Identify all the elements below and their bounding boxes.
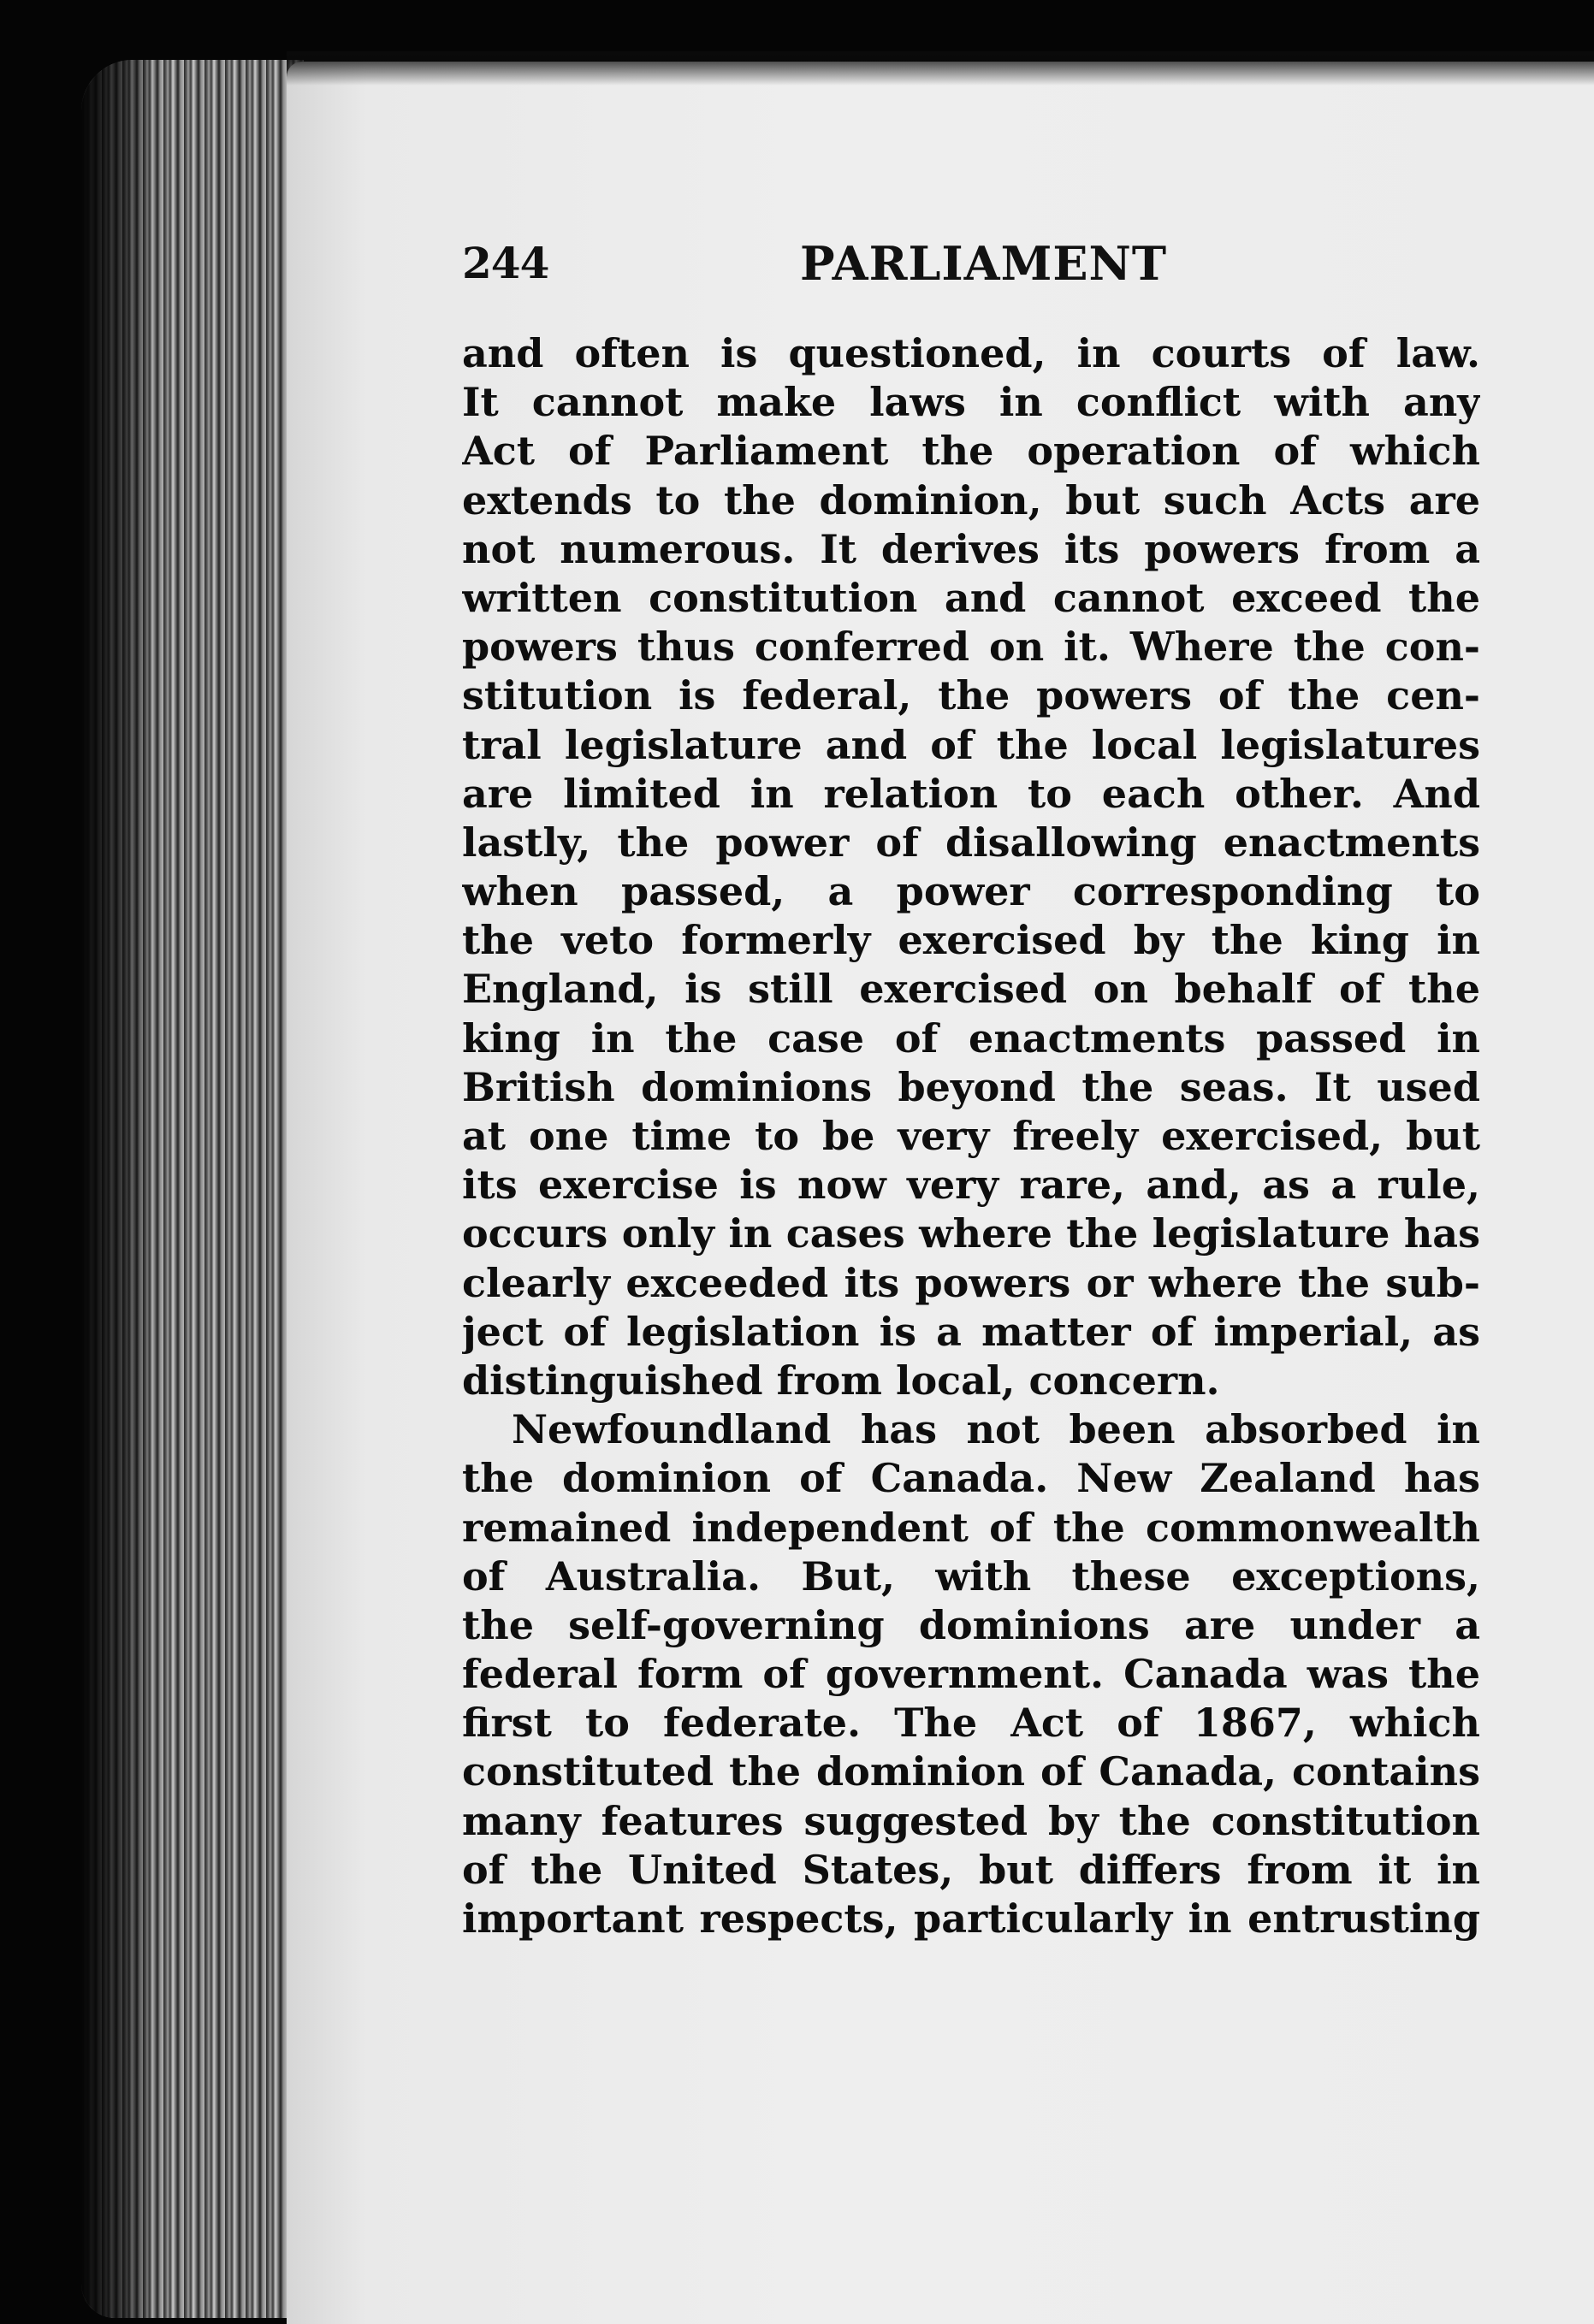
text-line: remained independent of the commonwealth xyxy=(462,1504,1480,1551)
text-line: tral legislature and of the local legislatures xyxy=(462,721,1480,768)
text-line: distinguished from local, concern. xyxy=(462,1357,1220,1404)
text-line: Newfoundland has not been absorbed in xyxy=(512,1406,1480,1453)
text-line: clearly exceeded its powers or where the sub- xyxy=(462,1259,1480,1306)
text-line: first to federate. The Act of 1867, which xyxy=(462,1700,1480,1747)
text-line: occurs only in cases where the legislature has xyxy=(462,1210,1480,1257)
text-line: lastly, the power of disallowing enactments xyxy=(462,819,1480,866)
text-line: not numerous. It derives its powers from a xyxy=(462,525,1480,572)
text-line: king in the case of enactments passed in xyxy=(462,1014,1480,1061)
text-line: extends to the dominion, but such Acts are xyxy=(462,476,1480,523)
text-line: British dominions beyond the seas. It used xyxy=(462,1063,1480,1110)
text-line: when passed, a power corresponding to xyxy=(462,868,1480,915)
text-line: It cannot make laws in conflict with any xyxy=(462,379,1480,426)
text-line: are limited in relation to each other. And xyxy=(462,770,1480,817)
text-line: at one time to be very freely exercised, but xyxy=(462,1113,1480,1159)
text-line: of Australia. But, with these exceptions, xyxy=(462,1552,1480,1600)
page-header xyxy=(462,229,1472,298)
page-number: 244 xyxy=(462,238,549,288)
text-line: of the United States, but differs from it in xyxy=(462,1846,1480,1893)
text-line: important respects, particularly in entrusting xyxy=(462,1895,1480,1942)
text-line: constituted the dominion of Canada, contains xyxy=(462,1748,1480,1795)
text-line: stitution is federal, the powers of the cen- xyxy=(462,672,1480,719)
body-text xyxy=(462,329,1480,1943)
text-line: powers thus conferred on it. Where the con- xyxy=(462,624,1480,671)
text-line: and often is questioned, in courts of law. xyxy=(462,330,1480,376)
text-line: Act of Parliament the operation of which xyxy=(462,428,1480,475)
text-line: the self-governing dominions are under a xyxy=(462,1601,1480,1648)
text-line: written constitution and cannot exceed the xyxy=(462,574,1480,621)
text-line: ject of legislation is a matter of imperial, as xyxy=(462,1308,1480,1355)
text-line: federal form of government. Canada was the xyxy=(462,1651,1480,1698)
text-line: many features suggested by the constitution xyxy=(462,1797,1480,1844)
text-line: England, is still exercised on behalf of the xyxy=(462,966,1480,1013)
page-top-shadow xyxy=(287,51,1594,86)
running-head: PARLIAMENT xyxy=(800,236,1168,291)
text-line: its exercise is now very rare, and, as a rule, xyxy=(462,1162,1480,1209)
text-line: the veto formerly exercised by the king in xyxy=(462,917,1480,964)
spine-shadow xyxy=(81,60,158,2318)
text-line: the dominion of Canada. New Zealand has xyxy=(462,1455,1480,1502)
